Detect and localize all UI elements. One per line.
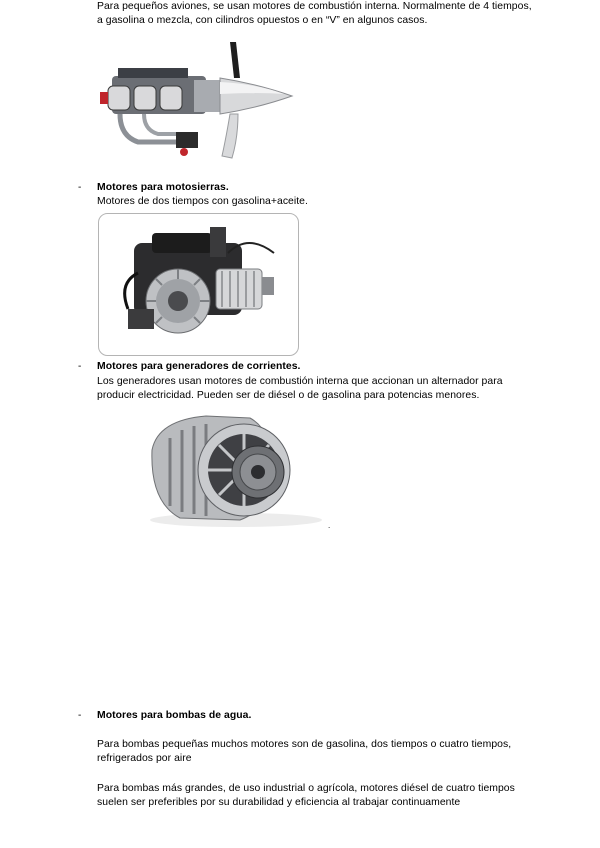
chainsaws-text-line-1: Motores de dos tiempos con gasolina+aceite. bbox=[97, 196, 308, 207]
aircraft-engine-image bbox=[98, 38, 296, 160]
water-pumps-paragraph-1-line-1: Para bombas pequeñas muchos motores son de gasolina, dos tiempos o cuatro tiempos, bbox=[97, 739, 512, 750]
stray-dot: . bbox=[328, 521, 331, 530]
section-heading-water-pumps: Motores para bombas de agua. bbox=[97, 710, 252, 721]
section-heading-chainsaws: Motores para motosierras. bbox=[97, 182, 229, 193]
bullet-marker: - bbox=[78, 182, 82, 193]
bullet-marker: - bbox=[78, 361, 82, 372]
bullet-marker: - bbox=[78, 710, 82, 721]
water-pumps-paragraph-2-line-1: Para bombas más grandes, de uso industrial o agrícola, motores diésel de cuatro tiempos bbox=[97, 783, 515, 794]
generators-text-line-1: Los generadores usan motores de combustión interna que accionan un alternador para bbox=[97, 376, 503, 387]
water-pumps-paragraph-2-line-2: suelen ser preferibles por su durabilidad y eficiencia al trabajar continuamente bbox=[97, 797, 461, 808]
alternator-image bbox=[140, 410, 326, 528]
water-pumps-paragraph-1-line-2: refrigerados por aire bbox=[97, 753, 192, 764]
airplane-engines-text-line-2: a gasolina o mezcla, con cilindros opuestos o en “V” en algunos casos. bbox=[97, 15, 428, 26]
section-heading-generators: Motores para generadores de corrientes. bbox=[97, 361, 301, 372]
airplane-engines-text-line-1: Para pequeños aviones, se usan motores de combustión interna. Normalmente de 4 tiempos, bbox=[97, 1, 532, 12]
generators-text-line-2: producir electricidad. Pueden ser de diésel o de gasolina para potencias menores. bbox=[97, 390, 480, 401]
chainsaw-engine-image bbox=[98, 213, 299, 356]
